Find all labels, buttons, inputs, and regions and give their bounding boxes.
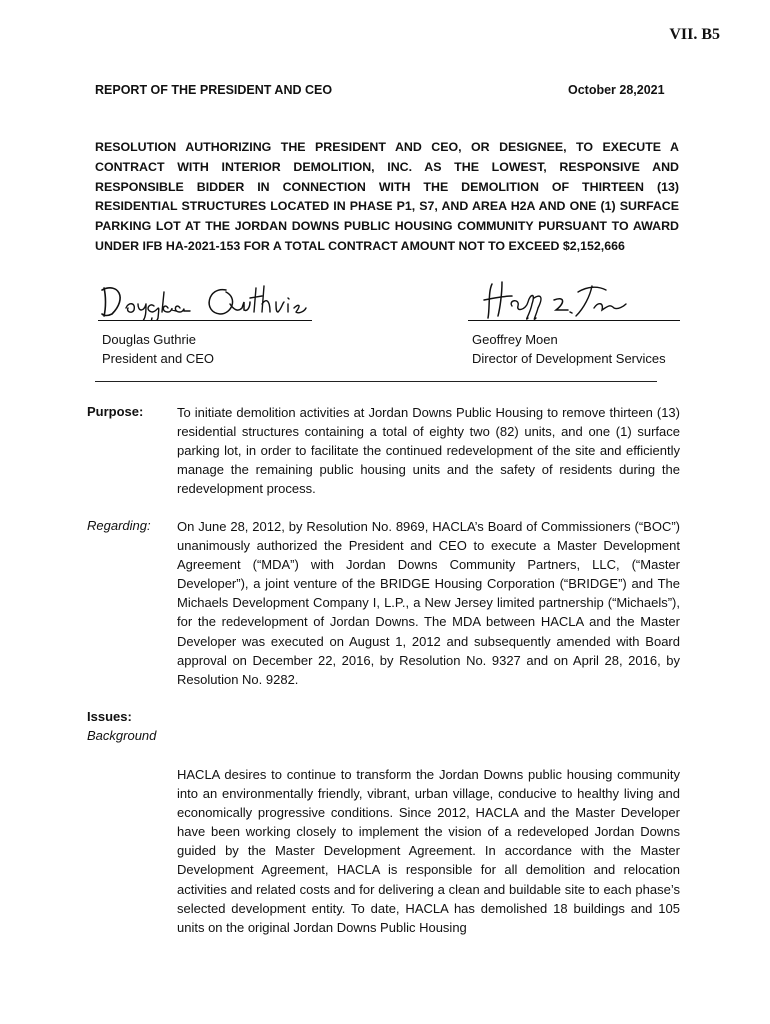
issues-label: Issues: (87, 709, 132, 724)
signature-image-left (98, 278, 312, 321)
handwritten-signature-icon (468, 278, 680, 320)
signature-block-right (468, 278, 680, 368)
purpose-label: Purpose: (87, 404, 144, 419)
background-sublabel: Background (87, 728, 157, 743)
document-code: VII. B5 (669, 26, 720, 43)
regarding-text: On June 28, 2012, by Resolution No. 8969, HACLA’s Board of Commissioners (“BOC”) unanimously authorized the President and CEO to execute a Master Development Agreement (“MDA”) with Jordan Downs Community Partners, LLC, (“Master Developer”), a joint venture of the BRIDGE Housing Corporation (“BRIDGE”) and The Michaels Development Company I, L.P., a New Jersey limited partnership (“Michaels”), for the redevelopment of Jordan Downs. The MDA between HACLA and the Master Developer was executed on August 1, 2012 and subsequently amended with Board approval on December 22, 2016, by Resolution No. 9327 and on April 28, 2016, by Resolution No. 9282. (177, 519, 680, 687)
regarding-label: Regarding: (87, 518, 151, 533)
signature-block-left (98, 278, 312, 368)
report-date: October 28,2021 (568, 83, 665, 97)
signatory-name-left: Douglas Guthrie (102, 332, 196, 347)
handwritten-signature-icon (98, 278, 312, 320)
report-title: REPORT OF THE PRESIDENT AND CEO (95, 83, 333, 97)
signature-image-right (468, 278, 680, 321)
signatory-title-right: Director of Development Services (472, 351, 666, 366)
signatory-name-right: Geoffrey Moen (472, 332, 558, 347)
signatory-title-left: President and CEO (102, 351, 215, 366)
purpose-text: To initiate demolition activities at Jordan Downs Public Housing to remove thirteen (13) residential structures containing a total of eighty two (82) units, and one (1) surface parking lot, in order to facilitate the continued redevelopment of the site and efficiently manage the remaining public housing units and the safety of residents during the redevelopment process. (177, 405, 680, 497)
resolution-title: RESOLUTION AUTHORIZING THE PRESIDENT AND CEO, OR DESIGNEE, TO EXECUTE A CONTRACT WITH INTERIOR DEMOLITION, INC. AS THE LOWEST, RESPONSIVE AND RESPONSIBLE BIDDER IN CONNECTION WITH THE DEMOLITION OF THIRTEEN (13) RESIDENTIAL STRUCTURES LOCATED IN PHASE P1, S7, AND AREA H2A AND ONE (1) SURFACE PARKING LOT AT THE JORDAN DOWNS PUBLIC HOUSING COMMUNITY PURSUANT TO AWARD UNDER IFB HA-2021-153 FOR A TOTAL CONTRACT AMOUNT NOT TO EXCEED $2,152,666 (95, 140, 679, 253)
background-text: HACLA desires to continue to transform the Jordan Downs public housing community into an environmentally friendly, vibrant, urban village, conducive to healthy living and economically progressive conditions. Since 2012, HACLA and the Master Developer have been working closely to implement the vision of a redeveloped Jordan Downs guided by the Master Development Agreement. In accordance with the Master Development Agreement, HACLA is responsible for all demolition and relocation activities and related costs and for delivering a clean and buildable site to each phase’s selected development entity. To date, HACLA has demolished 18 buildings and 105 units on the original Jordan Downs Public Housing (177, 767, 680, 935)
section-divider (95, 381, 657, 382)
